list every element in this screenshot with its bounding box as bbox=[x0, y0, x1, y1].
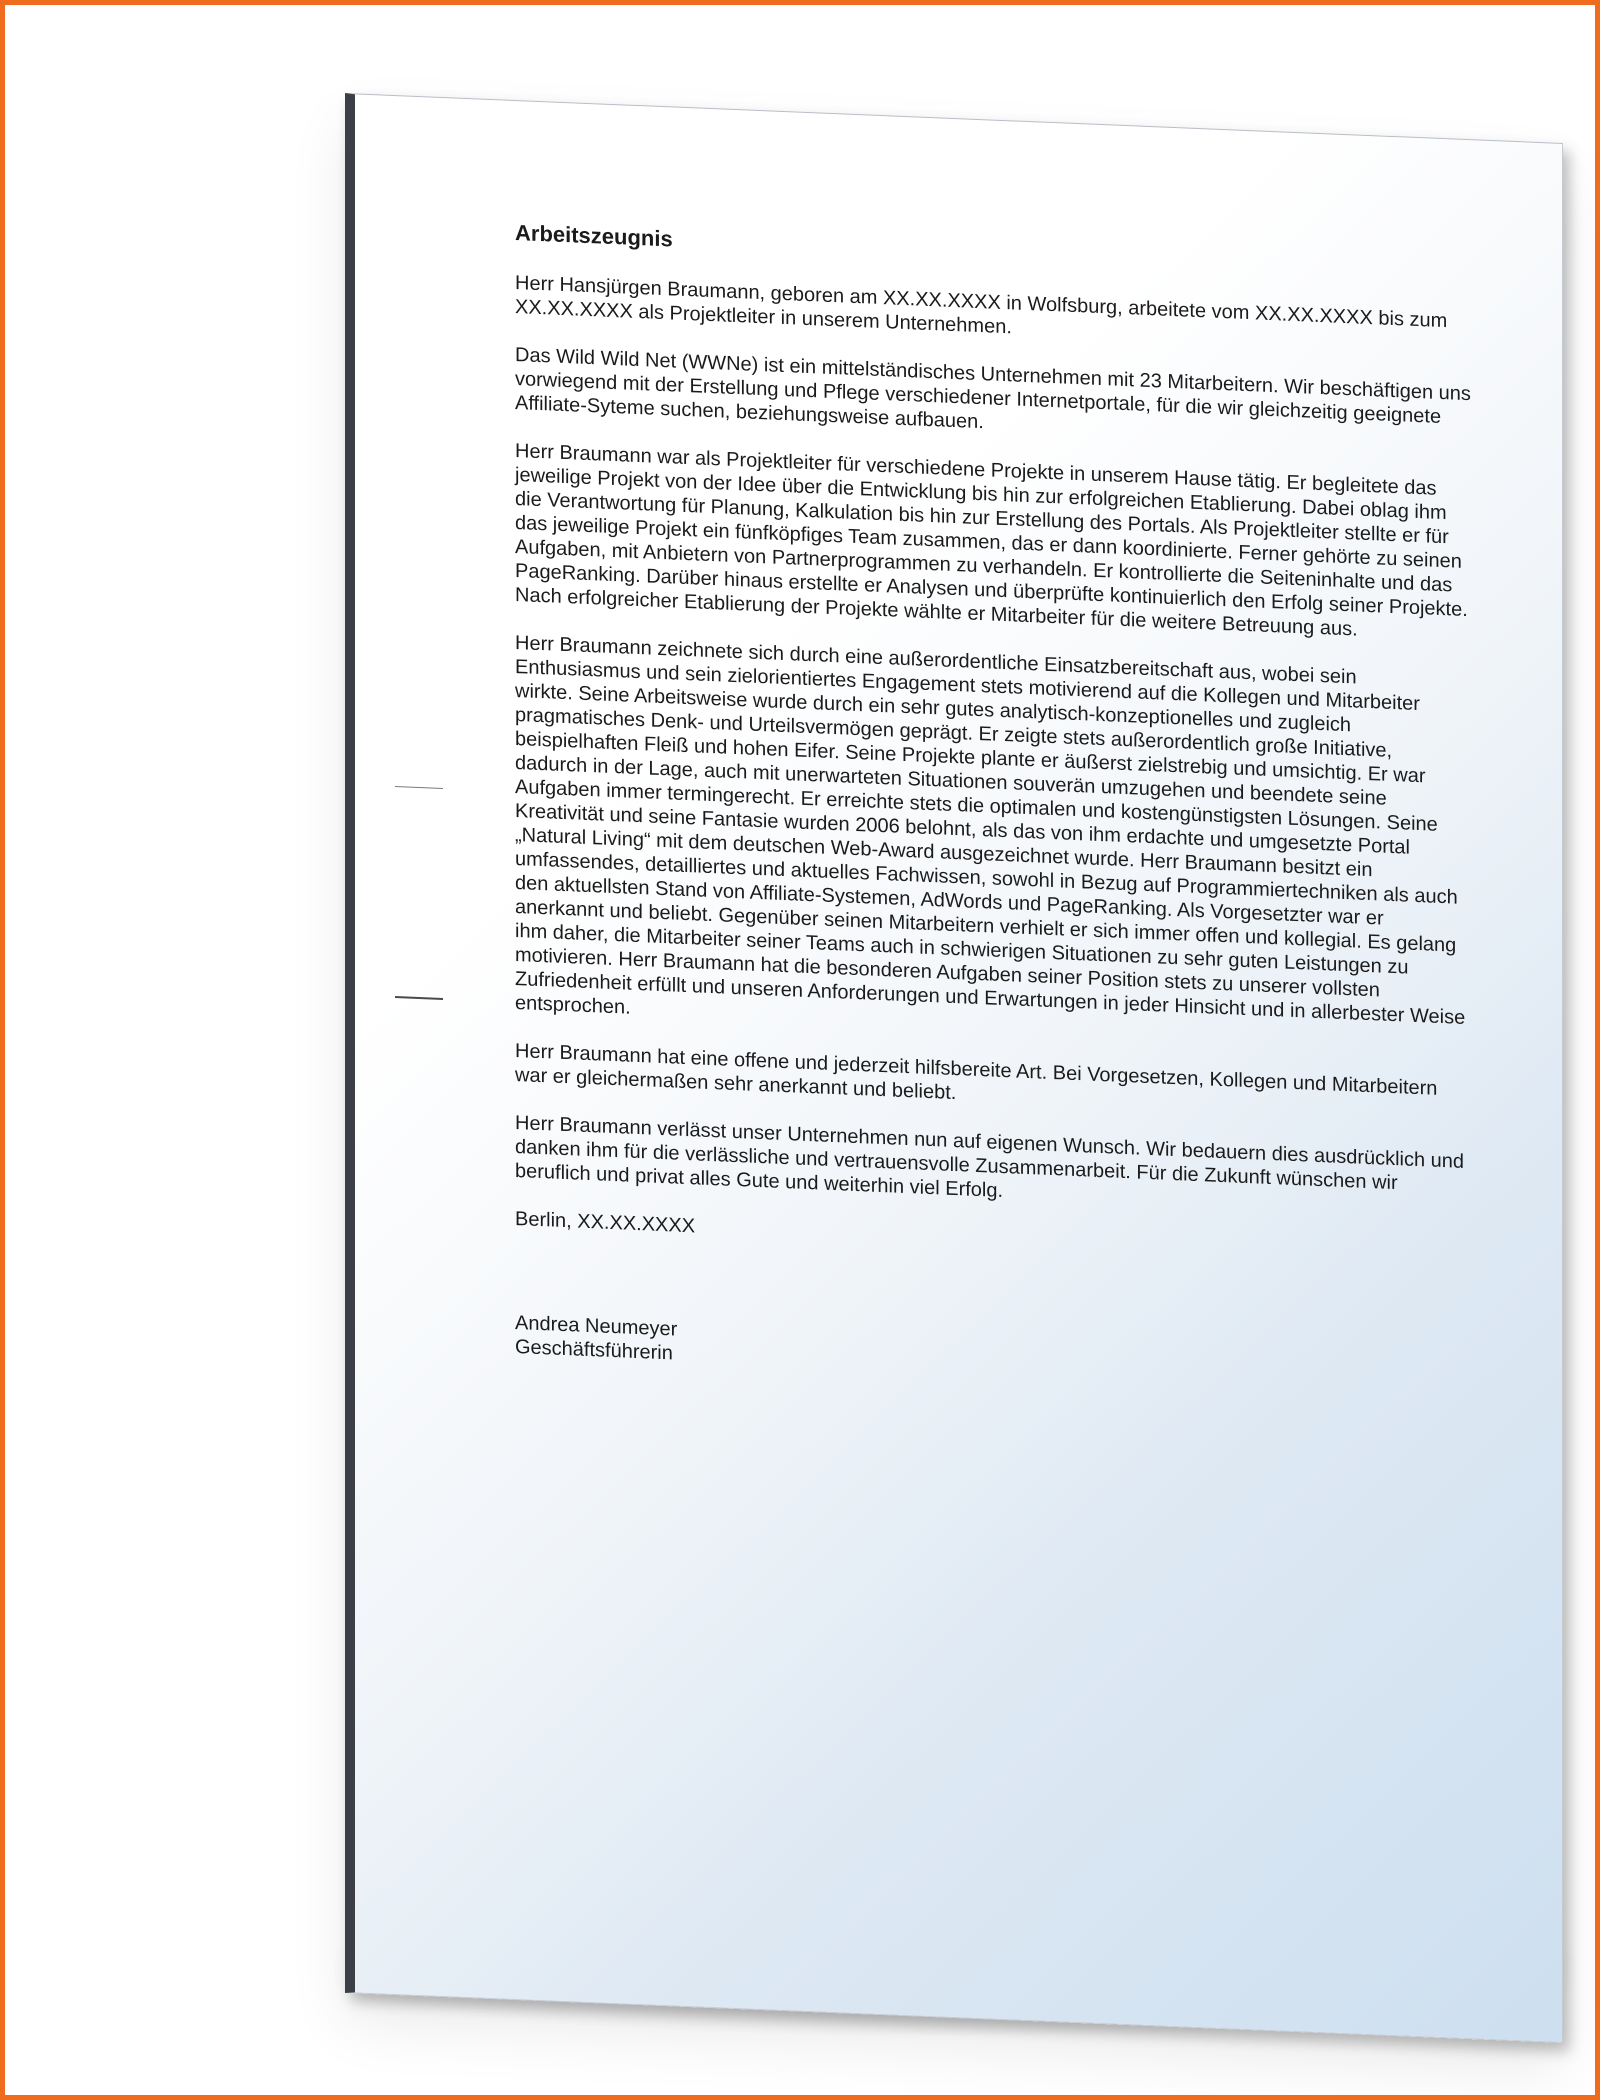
paragraph-conduct: Herr Braumann hat eine offene und jederzeit hilfsbereite Art. Bei Vorgesetzen, Kollegen und Mitarbeitern war er gleichermaßen sehr anerkannt und beliebt. bbox=[515, 1039, 1438, 1105]
paragraph-performance: Herr Braumann zeichnete sich durch eine außerordentliche Einsatzbereitschaft aus, wobei sein Enthusiasmus und sein zielorientiertes Engagement stets motivierend auf die Kollegen und Mitarbeiter wirkte. Seine Arbeitsweise wurde durch ein sehr gutes analytisch-konzeptionelles und zugleich pragmatisches Denk- und Urteilsvermögen geprägt. Er zeigte stets außerordentlich große Initiative, beispielhaften Fleiß und hohen Eifer. Seine Projekte plante er äußerst zielstrebig und umsichtig. Er war dadurch in der Lage, auch mit unerwarteten Situationen souverän umzugehen und beendete seine Aufgaben immer termingerecht. Er erreichte stets die optimalen und kostengünstigsten Lösungen. Seine Kreativität und seine Fantasie wurden 2006 belohnt, als das von ihm erdachte und umgesetzte Portal „Natural Living“ mit dem deutschen Web-Award ausgezeichnet wurde. Herr Braumann besitzt ein umfassendes, detailliertes und aktuelles Fachwissen, sowohl in Bezug auf Programmiertechniken als auch den aktuellsten Stand von Affiliate-Systemen, AdWords und PageRanking. Als Vorgesetzter war er anerkannt und beliebt. Gegenüber seinen Mitarbeitern verhielt er sich immer offen und kollegial. Es gelang ihm daher, die Mitarbeiter seiner Teams auch in schwierigen Situationen zu sehr guten Leistungen zu motivieren. Herr Braumann hat die besonderen Aufgaben seiner Position stets zu unserer vollsten Zufriedenheit erfüllt und unseren Anforderungen und Erwartungen in jeder Hinsicht und in allerbester Weise entsprochen. bbox=[515, 631, 1466, 1029]
paragraph-duties: Herr Braumann war als Projektleiter für verschiedene Projekte in unserem Hause tätig. Er begleitete das jeweilige Projekt von der Idee über die Entwicklung bis hin zur erfolgreichen Etablierung. Dabei oblag ihm die Verantwortung für Planung, Kalkulation bis hin zur Erstellung des Portals. Als Projektleiter stellte er für das jeweilige Projekt ein fünfköpfiges Team zusammen, das er dann koordinierte. Ferner gehörte zu seinen Aufgaben, mit Anbietern von Partnerprogrammen zu verhandeln. Er kontrollierte die Seiteninhalte und das PageRanking. Darüber hinaus erstellte er Analysen und überprüfte kontinuierlich den Erfolg seiner Projekte. Nach erfolgreicher Etablierung der Projekte wählte er Mitarbeiter für die weitere Betreuung aus. bbox=[515, 439, 1468, 641]
document-body bbox=[515, 221, 1475, 1398]
document-title: Arbeitszeugnis bbox=[515, 219, 673, 252]
place-date: Berlin, XX.XX.XXXX bbox=[515, 1207, 696, 1238]
signer-name: Andrea Neumeyer bbox=[515, 1311, 678, 1341]
paragraph-intro: Herr Hansjürgen Braumann, geboren am XX.XX.XXXX in Wolfsburg, arbeitete vom XX.XX.XXXX bis zum XX.XX.XXXX als Projektleiter in unserem Unternehmen. bbox=[515, 271, 1448, 339]
paragraph-closing: Herr Braumann verlässt unser Unternehmen nun auf eigenen Wunsch. Wir bedauern dies ausdrücklich und danken ihm für die verlässliche und vertrauensvolle Zusammenarbeit. Für die Zukunft wünschen wir beruflich und privat alles Gute und weiterhin viel Erfolg. bbox=[515, 1111, 1465, 1203]
fold-mark bbox=[395, 786, 443, 789]
document-page bbox=[345, 93, 1563, 2043]
punch-mark bbox=[395, 996, 443, 1000]
paragraph-company: Das Wild Wild Net (WWNe) ist ein mittelständisches Unternehmen mit 23 Mitarbeitern. Wir beschäftigen uns vorwiegend mit der Erstellung und Pflege verschiedener Internetportale, für die wir gleichzeitig geeignete Affiliate-Syteme suchen, beziehungsweise aufbauen. bbox=[515, 343, 1471, 434]
signer-title: Geschäftsführerin bbox=[515, 1335, 673, 1365]
